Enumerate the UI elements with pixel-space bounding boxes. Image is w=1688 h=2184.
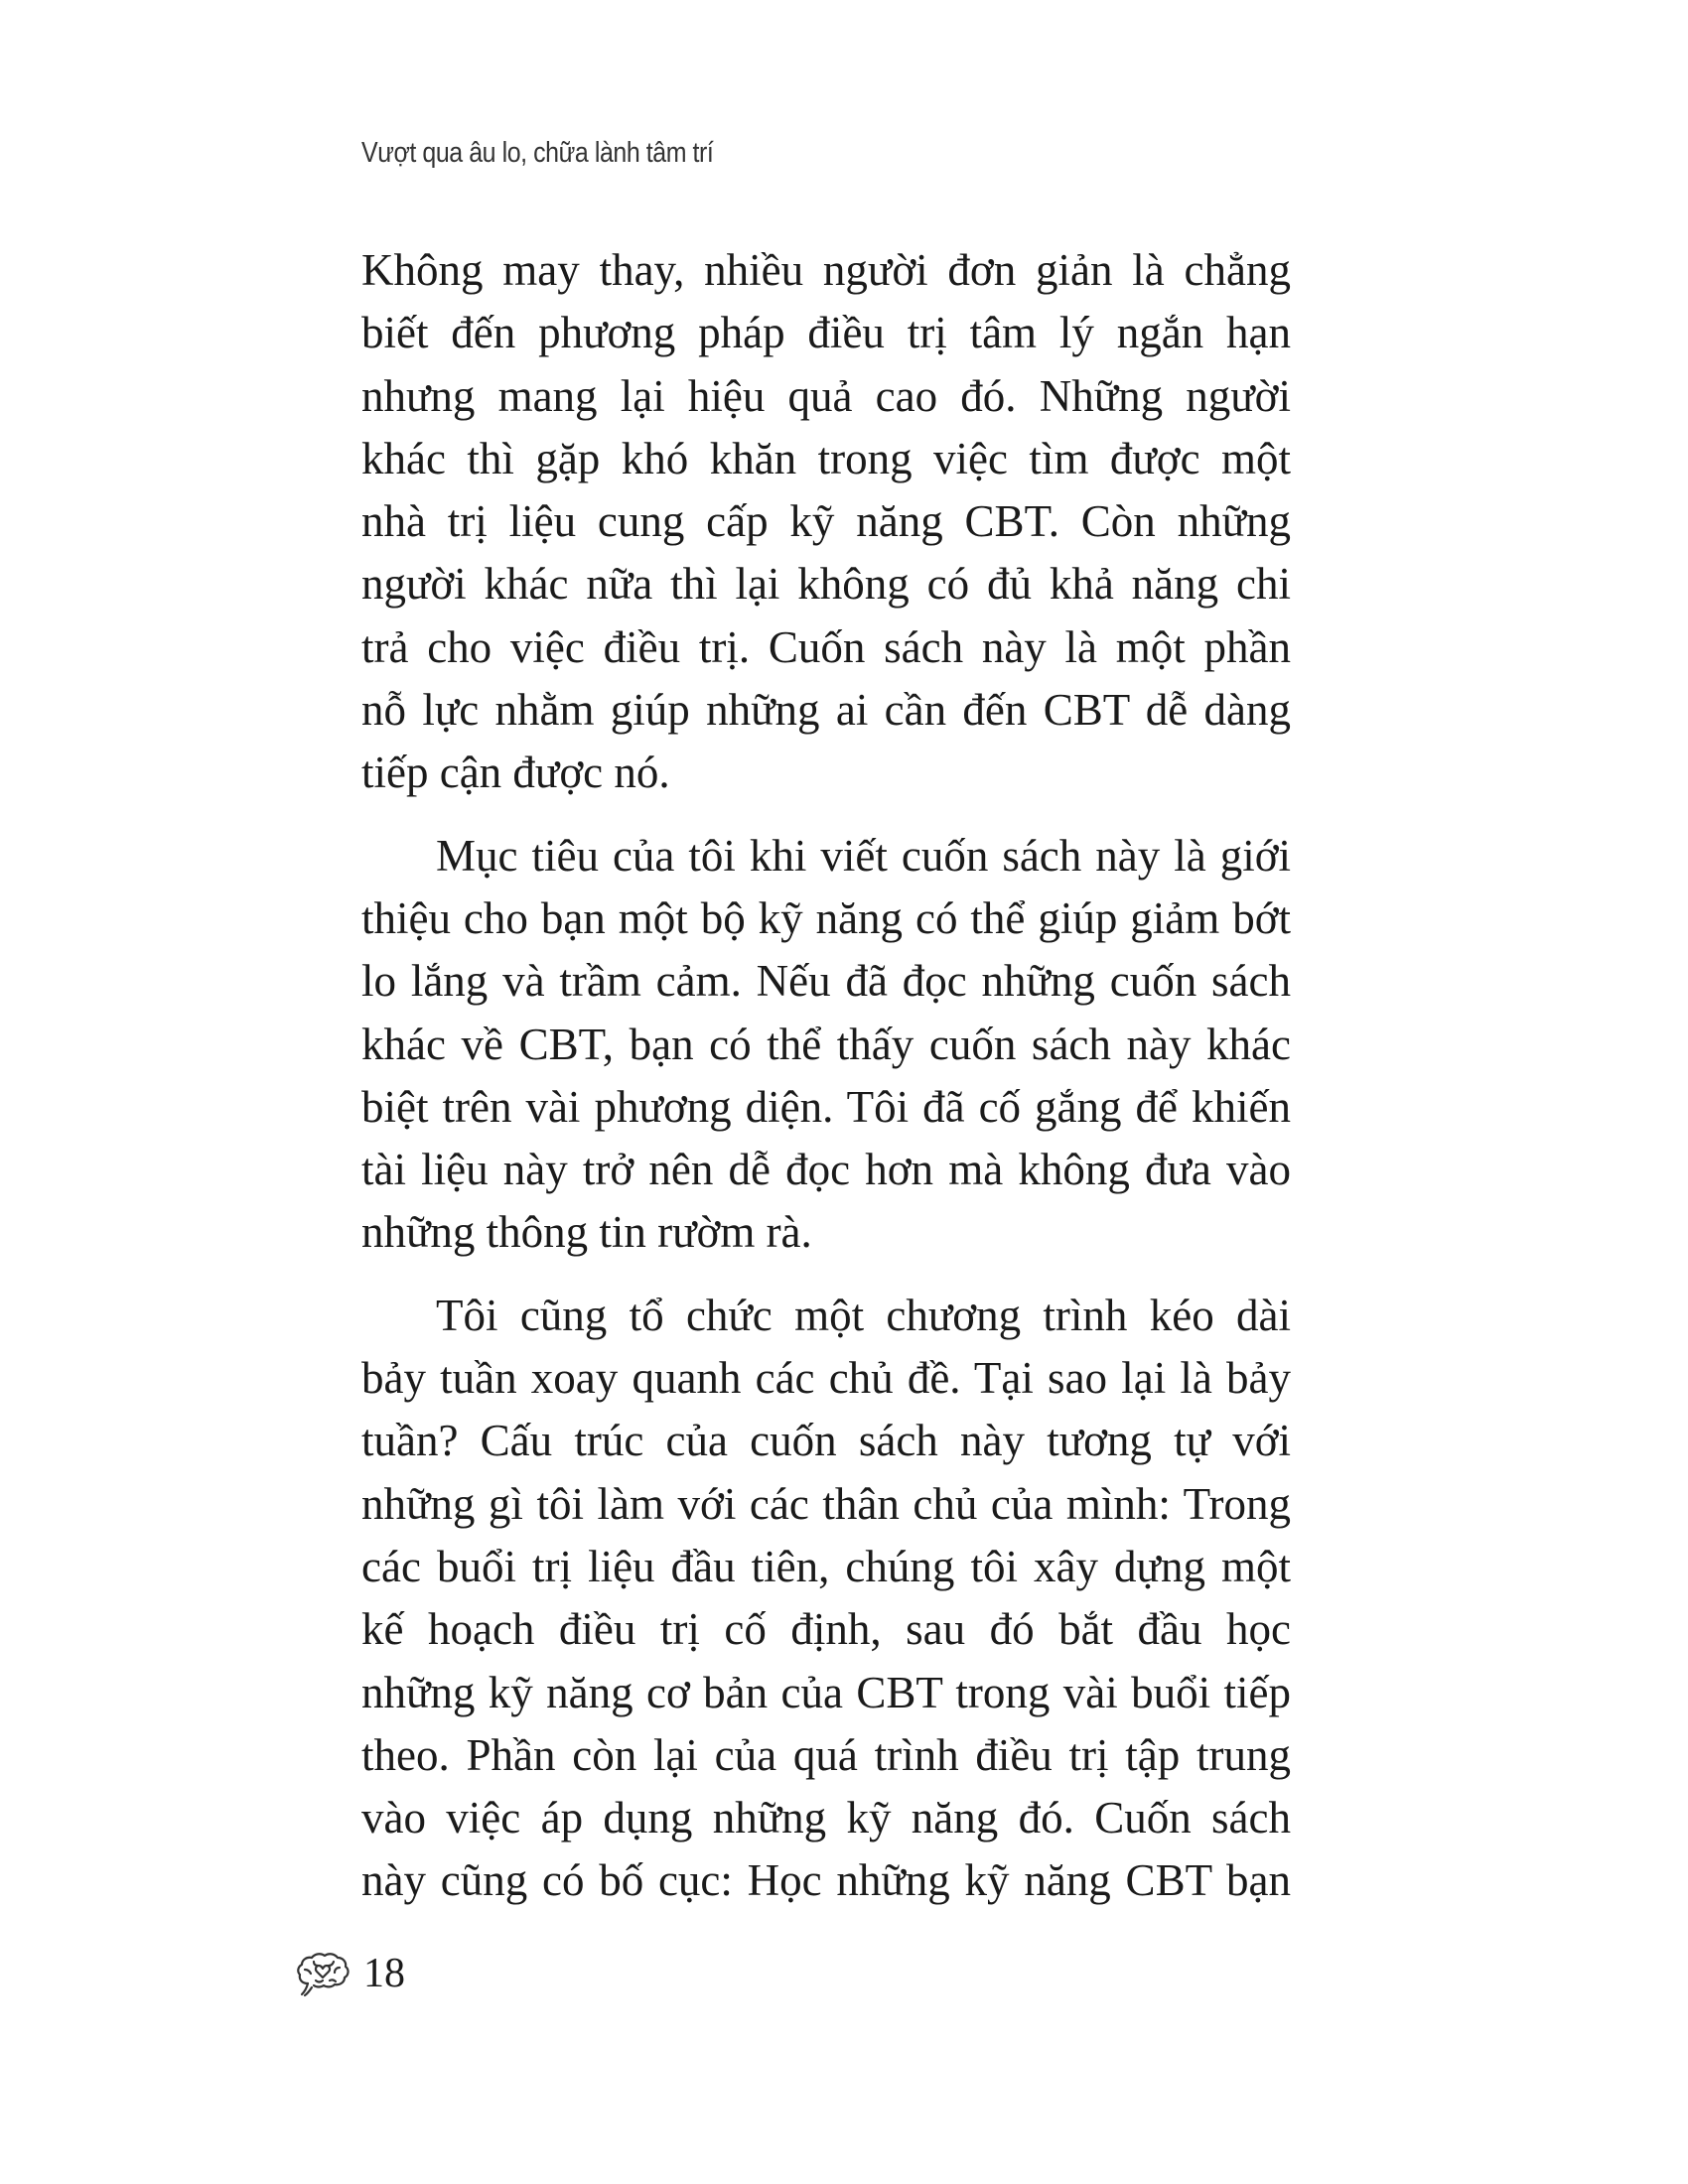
text-line: tiếp cận được nó. bbox=[361, 748, 670, 798]
text-line: nỗ lực nhằm giúp những ai cần đến CBT dễ dàng bbox=[361, 685, 1291, 736]
text-line: tài liệu này trở nên dễ đọc hơn mà không đưa vào bbox=[361, 1145, 1291, 1195]
text-line: nhà trị liệu cung cấp kỹ năng CBT. Còn những bbox=[361, 496, 1291, 547]
text-line: kế hoạch điều trị cố định, sau đó bắt đầu học bbox=[361, 1604, 1291, 1655]
text-line: khác thì gặp khó khăn trong việc tìm được một bbox=[361, 433, 1291, 483]
text-line: khác về CBT, bạn có thể thấy cuốn sách này khác bbox=[361, 1019, 1291, 1069]
text-line: tuần? Cấu trúc của cuốn sách này tương tự với bbox=[361, 1416, 1291, 1466]
page-number: 18 bbox=[363, 1951, 405, 1996]
text-line: những gì tôi làm với các thân chủ của mình: Trong bbox=[361, 1478, 1291, 1529]
text-line: trả cho việc điều trị. Cuốn sách này là một phần bbox=[361, 621, 1291, 672]
text-line: biệt trên vài phương diện. Tôi đã cố gắng để khiến bbox=[361, 1081, 1291, 1132]
brain-heart-icon bbox=[296, 1948, 352, 1999]
text-line: Mục tiêu của tôi khi viết cuốn sách này là giới bbox=[436, 830, 1291, 881]
running-head: Vượt qua âu lo, chữa lành tâm trí bbox=[361, 137, 714, 169]
text-line: lo lắng và trầm cảm. Nếu đã đọc những cuốn sách bbox=[361, 956, 1291, 1007]
text-line: người khác nữa thì lại không có đủ khả năng chi bbox=[361, 559, 1291, 610]
text-line: các buổi trị liệu đầu tiên, chúng tôi xây dựng một bbox=[361, 1541, 1291, 1591]
text-line: này cũng có bố cục: Học những kỹ năng CBT bạn bbox=[361, 1855, 1291, 1906]
text-line: bảy tuần xoay quanh các chủ đề. Tại sao lại là bảy bbox=[361, 1353, 1291, 1404]
paragraph bbox=[361, 825, 1291, 1265]
text-line: nhưng mang lại hiệu quả cao đó. Những người bbox=[361, 370, 1291, 421]
text-line: những kỹ năng cơ bản của CBT trong vài buổi tiếp bbox=[361, 1667, 1291, 1717]
text-line: những thông tin rườm rà. bbox=[361, 1207, 812, 1258]
paragraph bbox=[361, 239, 1291, 805]
paragraph bbox=[361, 1285, 1291, 1913]
body-text bbox=[361, 239, 1291, 1933]
text-line: thiệu cho bạn một bộ kỹ năng có thể giúp giảm bớt bbox=[361, 892, 1291, 943]
text-line: Không may thay, nhiều người đơn giản là chẳng bbox=[361, 245, 1291, 295]
text-line: vào việc áp dụng những kỹ năng đó. Cuốn sách bbox=[361, 1793, 1291, 1843]
text-line: theo. Phần còn lại của quá trình điều trị tập trung bbox=[361, 1729, 1291, 1780]
text-line: biết đến phương pháp điều trị tâm lý ngắn hạn bbox=[361, 308, 1291, 358]
text-line: Tôi cũng tổ chức một chương trình kéo dài bbox=[436, 1290, 1291, 1340]
page-footer bbox=[296, 1948, 405, 1999]
